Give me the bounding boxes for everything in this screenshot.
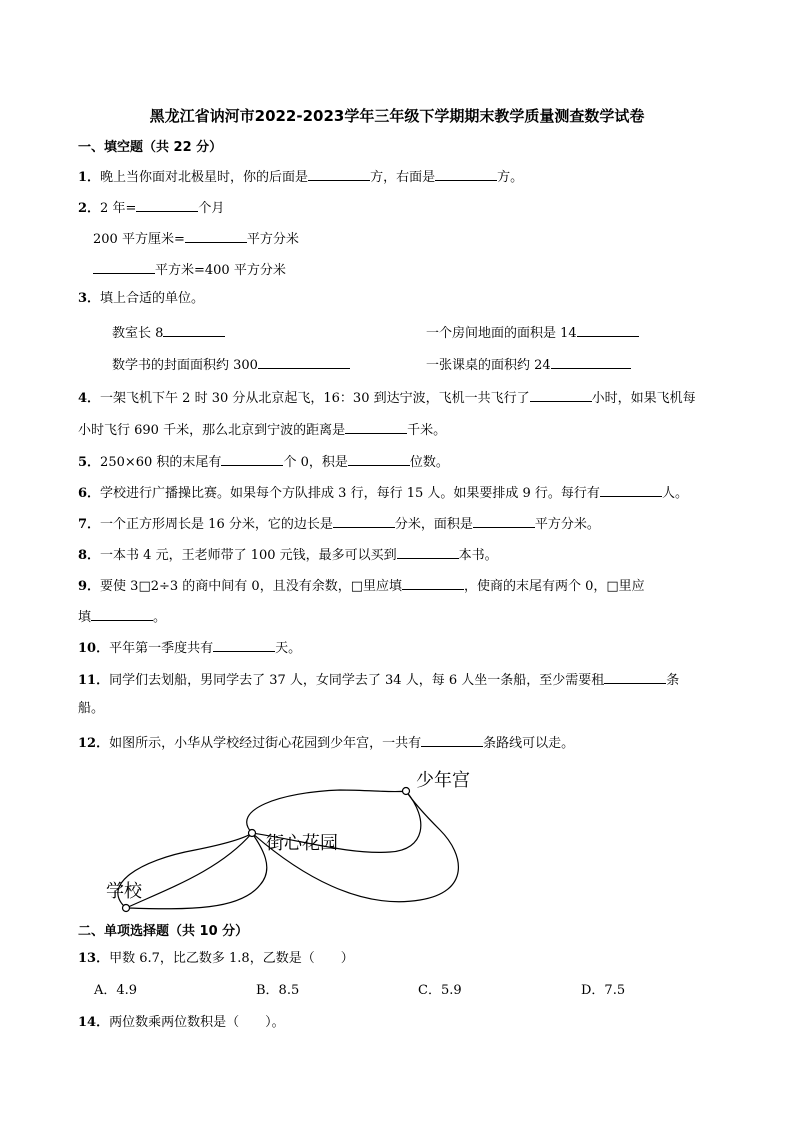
question-2-line-2 (93, 229, 299, 248)
question-number: 13． (78, 951, 110, 966)
answer-blank[interactable] (93, 260, 155, 274)
question-text: 本书。 (458, 548, 498, 563)
question-number: 8． (78, 548, 101, 563)
question-text: 个月 (198, 201, 225, 216)
school-label: 学校 (106, 881, 142, 902)
question-12 (78, 733, 574, 752)
garden-label: 街心花园 (266, 833, 338, 854)
question-1 (78, 167, 523, 186)
question-text: 一本书 4 元，王老师带了 100 元钱，最多可以买到 (100, 548, 397, 563)
question-7 (78, 514, 600, 533)
answer-blank[interactable] (258, 355, 350, 369)
answer-blank[interactable] (163, 323, 225, 337)
question-text: 晚上当你面对北极星时，你的后面是 (100, 170, 309, 185)
answer-blank[interactable] (421, 733, 483, 747)
question-text: 教室长 8 (112, 326, 164, 341)
garden-node (249, 830, 256, 837)
option-a[interactable]: A．4.9 (94, 983, 138, 998)
question-number: 3． (78, 291, 101, 306)
question-text: 两位数乘两位数积是（ ）。 (109, 1015, 285, 1030)
answer-blank[interactable] (530, 388, 592, 402)
section-heading-fill-blank: 一、填空题（共 22 分） (78, 140, 223, 155)
question-number: 9． (78, 579, 101, 594)
question-text: 位数。 (409, 455, 449, 470)
answer-blank[interactable] (333, 514, 395, 528)
question-11-line-2 (78, 701, 104, 717)
answer-blank[interactable] (213, 638, 275, 652)
option-b[interactable]: B．8.5 (256, 983, 300, 998)
question-3-item-2 (426, 323, 639, 342)
question-text: 平年第一季度共有 (109, 641, 214, 656)
question-number: 11． (78, 673, 110, 688)
answer-blank[interactable] (402, 576, 464, 590)
question-text: 千米。 (407, 423, 447, 438)
question-number: 6． (78, 486, 101, 501)
question-text: 250×60 积的末尾有 (100, 455, 222, 470)
question-text: 甲数 6.7，比乙数多 1.8，乙数是（ ） (109, 951, 354, 966)
section-heading-single-choice: 二、单项选择题（共 10 分） (78, 924, 249, 939)
question-number: 10． (78, 641, 110, 656)
answer-blank[interactable] (473, 514, 535, 528)
answer-blank[interactable] (345, 420, 407, 434)
answer-blank[interactable] (91, 607, 153, 621)
option-d[interactable]: D．7.5 (581, 983, 626, 998)
question-6 (78, 483, 688, 502)
answer-blank[interactable] (221, 452, 283, 466)
question-text: 要使 3□2÷3 的商中间有 0，且没有余数，□里应填 (100, 579, 402, 594)
question-number: 7． (78, 517, 101, 532)
option-c[interactable]: C．5.9 (418, 983, 462, 998)
question-text: 小时飞行 690 千米，那么北京到宁波的距离是 (78, 423, 346, 438)
question-13 (78, 951, 354, 967)
question-text: 一架飞机下午 2 时 30 分从北京起飞，16：30 到达宁波，飞机一共飞行了 (100, 391, 530, 406)
question-text: 一个正方形周长是 16 分米，它的边长是 (100, 517, 333, 532)
answer-blank[interactable] (397, 545, 459, 559)
question-3-item-3 (112, 355, 350, 374)
question-text: 人。 (661, 486, 688, 501)
answer-blank[interactable] (551, 355, 631, 369)
question-text: ，使商的末尾有两个 0，□里应 (464, 579, 645, 594)
question-number: 12． (78, 736, 110, 751)
question-text: 同学们去划船，男同学去了 37 人，女同学去了 34 人，每 6 人坐一条船，至少需要租 (109, 673, 605, 688)
question-text: 填上合适的单位。 (100, 291, 205, 306)
answer-blank[interactable] (577, 323, 639, 337)
palace-label: 少年宫 (416, 770, 470, 791)
question-text: 分米，面积是 (394, 517, 473, 532)
answer-blank[interactable] (435, 167, 497, 181)
question-text: 数学书的封面面积约 300 (112, 358, 258, 373)
question-2-line-1 (78, 198, 224, 217)
question-text: 200 平方厘米= (93, 232, 185, 247)
question-text: 如图所示，小华从学校经过街心花园到少年宫，一共有 (109, 736, 422, 751)
question-text: 方，右面是 (370, 170, 436, 185)
answer-blank[interactable] (136, 198, 198, 212)
question-number: 14． (78, 1015, 110, 1030)
question-text: 个 0，积是 (283, 455, 348, 470)
question-text: 方。 (497, 170, 524, 185)
palace-node (403, 788, 410, 795)
question-2-line-3 (93, 260, 286, 279)
question-text: 平方分米 (246, 232, 299, 247)
question-number: 4． (78, 391, 101, 406)
question-text: 2 年= (100, 201, 137, 216)
answer-blank[interactable] (600, 483, 662, 497)
question-text: 条 (666, 673, 680, 688)
question-9-line-2 (78, 607, 166, 626)
question-5 (78, 452, 449, 471)
route-school-garden-2 (126, 833, 252, 908)
question-10 (78, 638, 301, 657)
route-garden-palace-1 (247, 790, 406, 833)
question-text: 小时，如果飞机每 (591, 391, 696, 406)
answer-blank[interactable] (604, 670, 666, 684)
route-figure (0, 760, 794, 920)
question-number: 5． (78, 455, 101, 470)
question-3-item-1 (112, 323, 225, 342)
question-text: 一张课桌的面积约 24 (426, 358, 551, 373)
question-text: 一个房间地面的面积是 14 (426, 326, 577, 341)
question-text: 填 (78, 610, 92, 625)
question-text: 。 (153, 610, 167, 625)
question-3-item-4 (426, 355, 631, 374)
answer-blank[interactable] (348, 452, 410, 466)
question-text: 船。 (78, 701, 105, 716)
question-9-line-1 (78, 576, 645, 595)
page-title: 黑龙江省讷河市2022-2023学年三年级下学期期末教学质量测查数学试卷 (149, 107, 645, 125)
question-text: 天。 (275, 641, 302, 656)
question-text: 平方分米。 (534, 517, 600, 532)
question-text: 学校进行广播操比赛。如果每个方队排成 3 行，每行 15 人。如果要排成 9 行。每行有 (100, 486, 600, 501)
question-text: 条路线可以走。 (483, 736, 575, 751)
question-4-line-2 (78, 420, 446, 439)
question-4-line-1 (78, 388, 696, 407)
question-text: 平方米=400 平方分米 (155, 263, 286, 278)
school-node (123, 905, 130, 912)
route-school-garden-3 (126, 833, 267, 909)
answer-blank[interactable] (308, 167, 370, 181)
question-14 (78, 1015, 285, 1031)
question-11-line-1 (78, 670, 679, 689)
question-8 (78, 545, 498, 564)
question-number: 1． (78, 170, 101, 185)
question-number: 2． (78, 201, 101, 216)
answer-blank[interactable] (185, 229, 247, 243)
question-3 (78, 291, 204, 307)
